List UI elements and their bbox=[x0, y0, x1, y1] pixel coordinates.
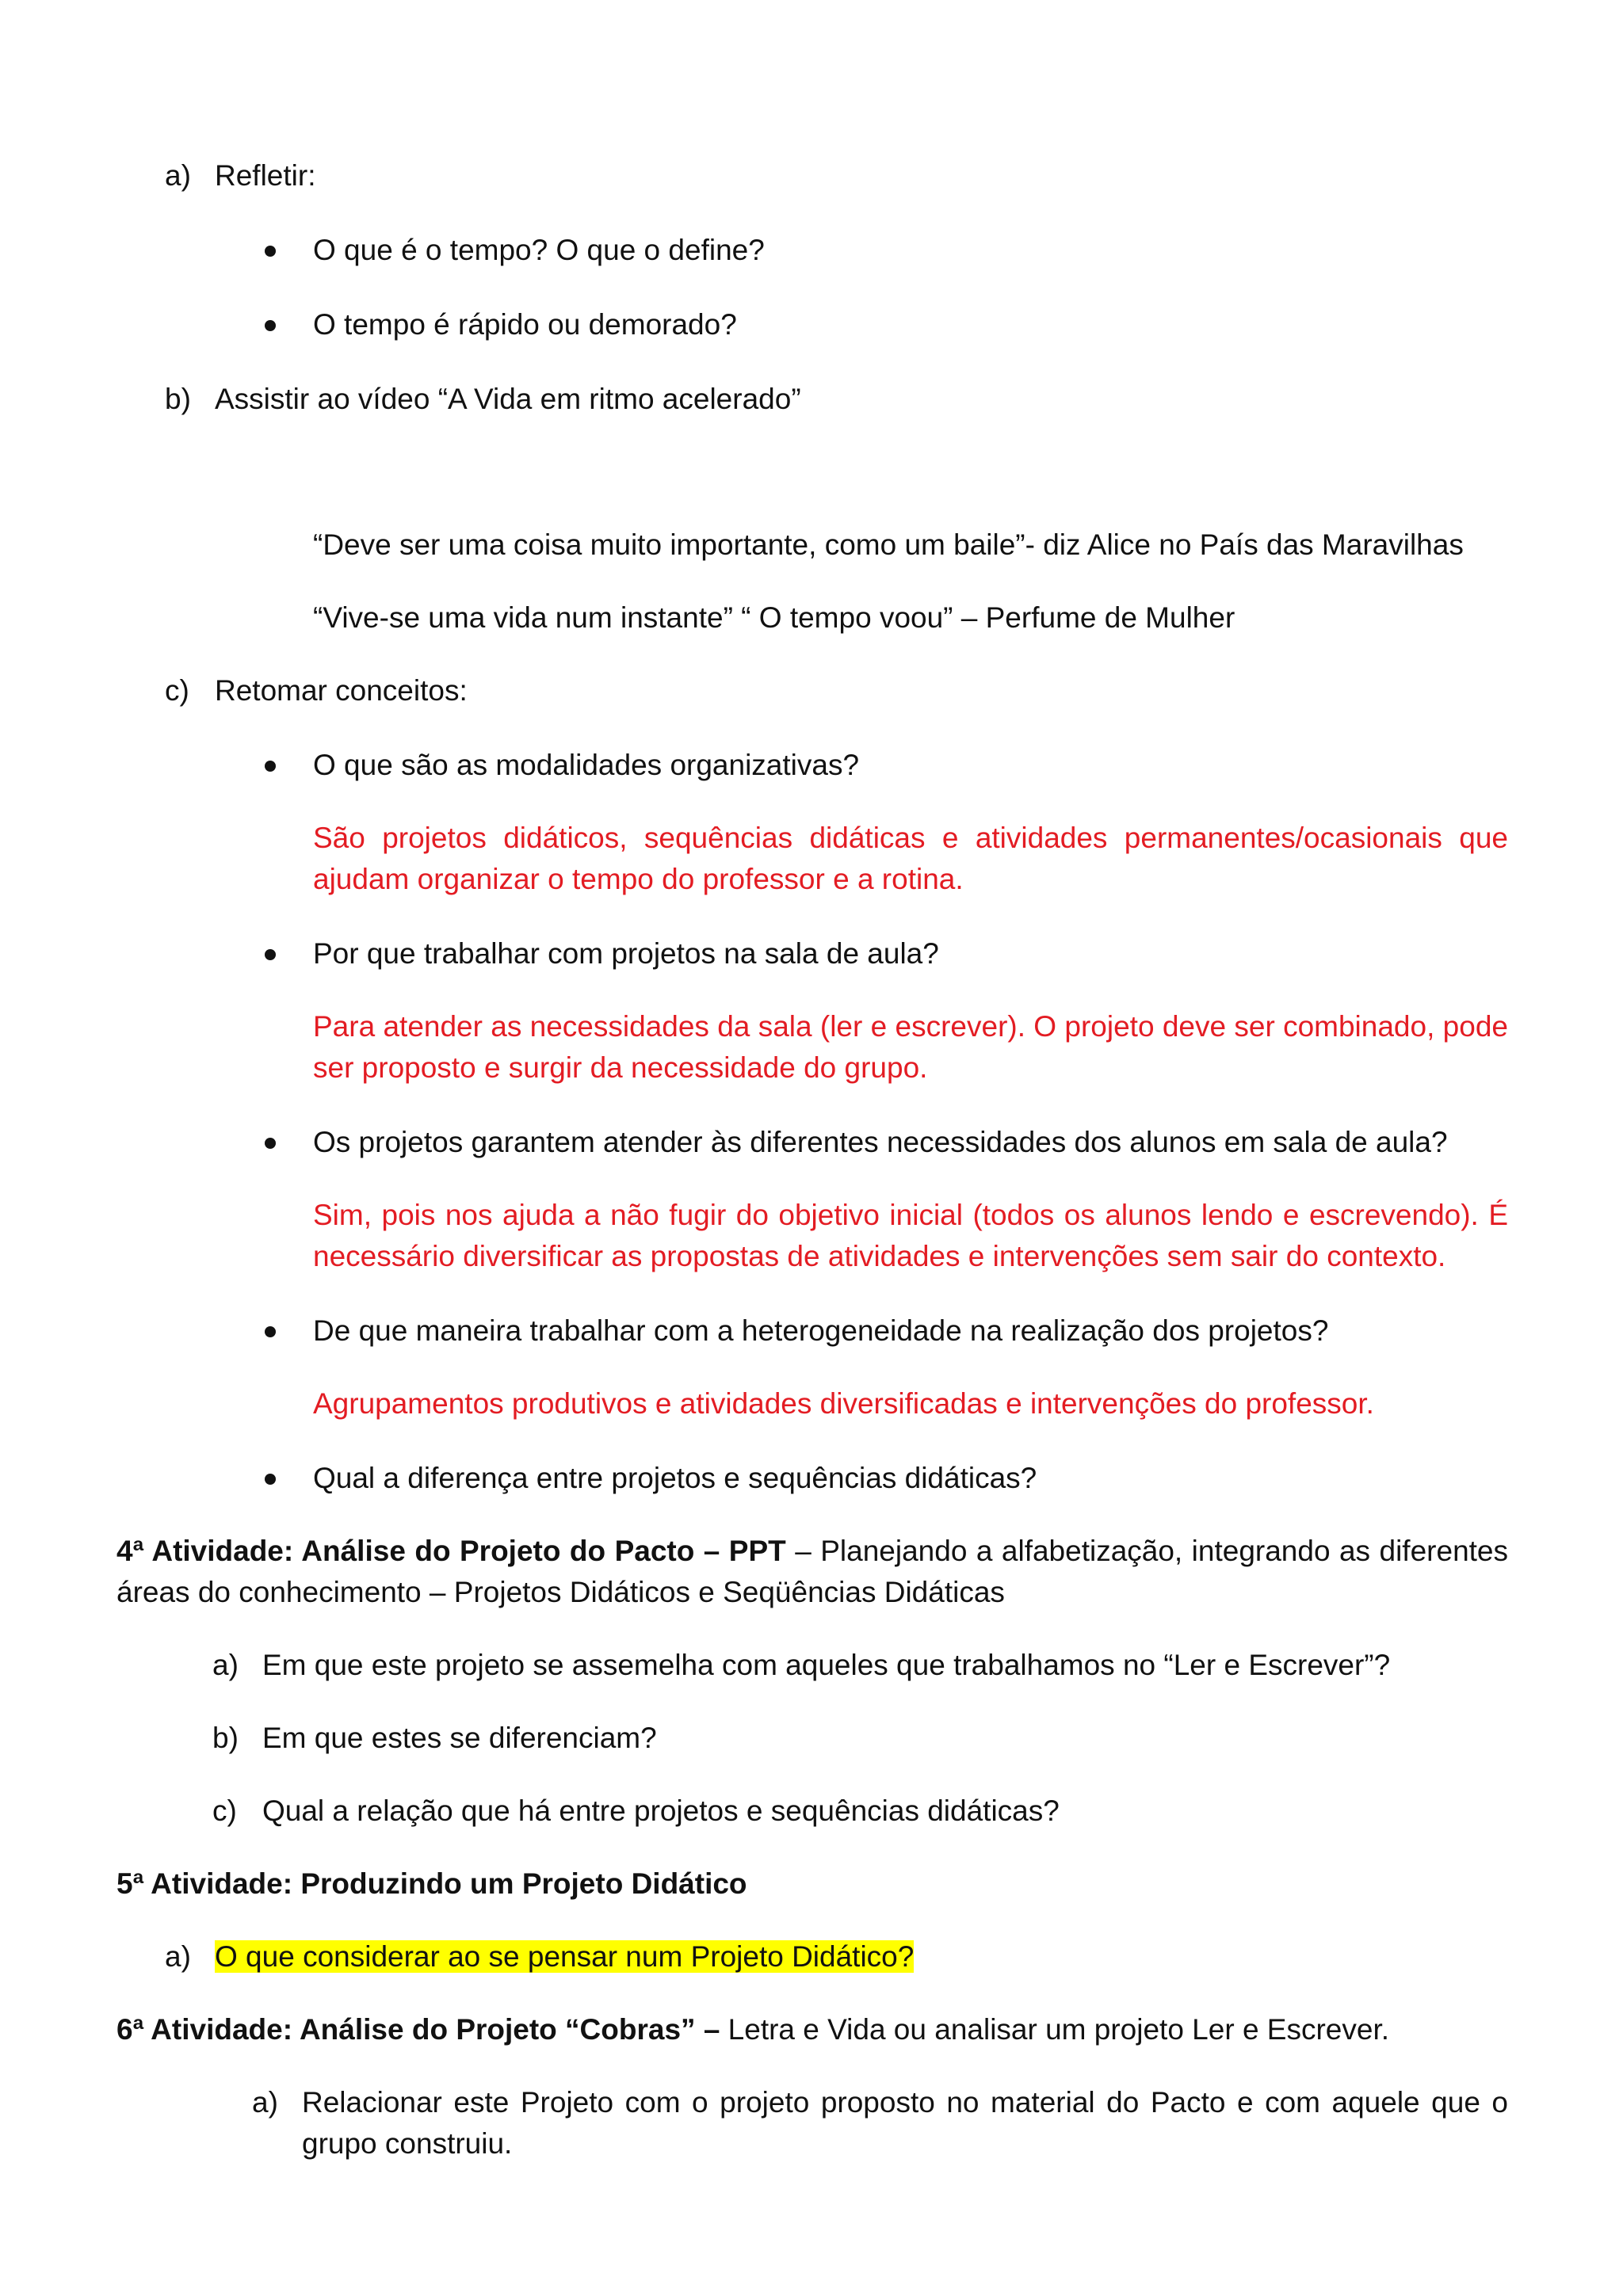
activity-6-question-a: Relacionar este Projeto com o projeto proposto no material do Pacto e com aquele que o grupo construiu. bbox=[302, 2086, 1508, 2160]
concept-question-2: Por que trabalhar com projetos na sala de aula? bbox=[313, 937, 939, 970]
activity-4-a-marker: a) bbox=[212, 1649, 239, 1681]
bullet-icon bbox=[265, 1326, 276, 1337]
concept-answer-4: Agrupamentos produtivos e atividades diversificadas e intervenções do professor. bbox=[313, 1387, 1374, 1420]
highlighted-text: O que considerar ao se pensar num Projeto Didático? bbox=[215, 1940, 915, 1973]
activity-4-text: – Planejando a alfabetização, integrando as diferentes áreas do conhecimento – Projetos Didáticos e Seqüências Didáticas bbox=[116, 1535, 1508, 1608]
activity-6-paragraph bbox=[116, 2009, 1389, 2050]
section-b-title: Assistir ao vídeo “A Vida em ritmo acelerado” bbox=[215, 383, 801, 415]
activity-5-question-a bbox=[215, 1936, 914, 1978]
bullet-icon bbox=[265, 1474, 276, 1485]
concept-question-5: Qual a diferença entre projetos e sequências didáticas? bbox=[313, 1462, 1037, 1494]
section-c-marker: c) bbox=[165, 674, 189, 707]
activity-4-b-marker: b) bbox=[212, 1722, 239, 1754]
activity-6-heading: 6ª Atividade: Análise do Projeto “Cobras” – bbox=[116, 2013, 720, 2046]
bullet-icon bbox=[265, 761, 276, 772]
activity-6-text: Letra e Vida ou analisar um projeto Ler e Escrever. bbox=[720, 2013, 1390, 2046]
bullet-icon bbox=[265, 320, 276, 331]
section-a-marker: a) bbox=[165, 159, 191, 192]
activity-4-paragraph bbox=[116, 1531, 1508, 1613]
quote-perfume: “Vive-se uma vida num instante” “ O tempo voou” – Perfume de Mulher bbox=[313, 601, 1235, 634]
concept-answer-2: Para atender as necessidades da sala (ler e escrever). O projeto deve ser combinado, pode ser proposto e surgir da necessidade do grupo. bbox=[313, 1010, 1508, 1084]
concept-question-3: Os projetos garantem atender às diferentes necessidades dos alunos em sala de aula? bbox=[313, 1126, 1448, 1158]
activity-4-question-c: Qual a relação que há entre projetos e sequências didáticas? bbox=[262, 1794, 1060, 1827]
concept-answer-1: São projetos didáticos, sequências didáticas e atividades permanentes/ocasionais que ajudam organizar o tempo do professor e a rotina. bbox=[313, 822, 1508, 895]
bullet-icon bbox=[265, 949, 276, 960]
section-a-title: Refletir: bbox=[215, 159, 316, 192]
activity-4-c-marker: c) bbox=[212, 1794, 237, 1827]
bullet-icon bbox=[265, 1138, 276, 1149]
activity-4-question-a: Em que este projeto se assemelha com aqueles que trabalhamos no “Ler e Escrever”? bbox=[262, 1649, 1391, 1681]
reflect-question-2: O tempo é rápido ou demorado? bbox=[313, 308, 737, 341]
activity-5-a-marker: a) bbox=[165, 1940, 191, 1973]
activity-4-heading: 4ª Atividade: Análise do Projeto do Pacto – PPT bbox=[116, 1535, 786, 1567]
reflect-question-1: O que é o tempo? O que o define? bbox=[313, 234, 765, 266]
activity-5-heading bbox=[116, 1863, 747, 1905]
concept-question-1: O que são as modalidades organizativas? bbox=[313, 749, 860, 781]
activity-4-question-b: Em que estes se diferenciam? bbox=[262, 1722, 657, 1754]
section-c-title: Retomar conceitos: bbox=[215, 674, 468, 707]
section-b-marker: b) bbox=[165, 383, 191, 415]
concept-question-4: De que maneira trabalhar com a heterogeneidade na realização dos projetos? bbox=[313, 1314, 1329, 1347]
activity-5-heading-text: 5ª Atividade: Produzindo um Projeto Didático bbox=[116, 1867, 747, 1900]
quote-alice: “Deve ser uma coisa muito importante, como um baile”- diz Alice no País das Maravilhas bbox=[313, 528, 1464, 561]
activity-6-a-marker: a) bbox=[252, 2086, 278, 2119]
concept-answer-3: Sim, pois nos ajuda a não fugir do objetivo inicial (todos os alunos lendo e escrevendo). É necessário diversificar as propostas de atividades e intervenções sem sair do contexto. bbox=[313, 1199, 1508, 1272]
bullet-icon bbox=[265, 246, 276, 257]
